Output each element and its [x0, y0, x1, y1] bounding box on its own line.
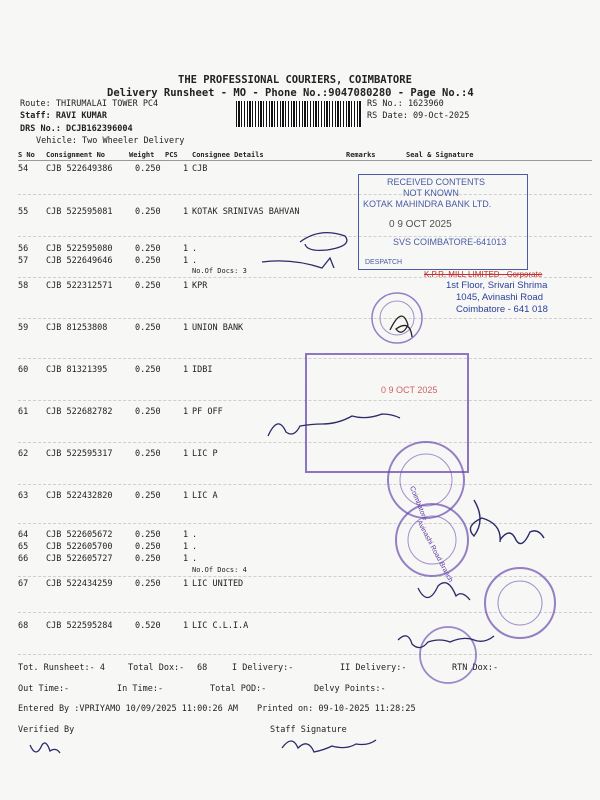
total-dox-value: 68 — [197, 663, 208, 673]
row-sno: 62 — [18, 449, 29, 459]
stamp-place: SVS COIMBATORE-641013 — [393, 237, 507, 247]
docs-count-note: No.Of Docs: 4 — [192, 566, 247, 574]
row-sno: 55 — [18, 207, 29, 217]
row-consignee: . — [192, 542, 198, 552]
col-consignment: Consignment No — [46, 151, 106, 159]
row-consignment: CJB 522595081 — [46, 207, 113, 217]
row-weight: 0.520 — [135, 621, 161, 631]
row-weight: 0.250 — [135, 365, 161, 375]
row-pcs: 1 — [183, 281, 189, 291]
vehicle-label: Vehicle: Two Wheeler Delivery — [36, 136, 185, 146]
row-sno: 58 — [18, 281, 29, 291]
printed-on: Printed on: 09-10-2025 11:28:25 — [257, 704, 416, 714]
delvy-points: Delvy Points:- — [314, 684, 386, 694]
row-divider — [18, 576, 592, 577]
i-delivery: I Delivery:- — [232, 663, 294, 673]
row-sno: 68 — [18, 621, 29, 631]
row-pcs: 1 — [183, 449, 189, 459]
table-row — [18, 579, 592, 593]
row-consignment: CJB 81253808 — [46, 323, 108, 333]
row-pcs: 1 — [183, 407, 189, 417]
row-weight: 0.250 — [135, 323, 161, 333]
row-sno: 57 — [18, 256, 29, 266]
lic-stamp-road: Avinashi Road Branch — [415, 519, 454, 584]
barcode-image — [236, 101, 362, 127]
row-pcs: 1 — [183, 554, 189, 564]
row-weight: 0.250 — [135, 407, 161, 417]
row-weight: 0.250 — [135, 491, 161, 501]
row-weight: 0.250 — [135, 244, 161, 254]
row-sno: 54 — [18, 164, 29, 174]
row-weight: 0.250 — [135, 530, 161, 540]
row-pcs: 1 — [183, 207, 189, 217]
row-sno: 59 — [18, 323, 29, 333]
row-consignee: PF OFF — [192, 407, 223, 417]
row-pcs: 1 — [183, 530, 189, 540]
row-sno: 61 — [18, 407, 29, 417]
row-consignment: CJB 522595284 — [46, 621, 113, 631]
stamp-despatch: DESPATCH — [365, 259, 403, 266]
row-divider — [18, 484, 592, 485]
tot-runsheet: Tot. Runsheet:- 4 — [18, 663, 105, 673]
company-title: THE PROFESSIONAL COURIERS, COIMBATORE — [178, 74, 412, 86]
row-sno: 64 — [18, 530, 29, 540]
row-divider — [18, 523, 592, 524]
row-consignee: KPR — [192, 281, 208, 291]
row-sno: 65 — [18, 542, 29, 552]
staff-label: Staff: RAVI KUMAR — [20, 111, 107, 121]
row-sno: 63 — [18, 491, 29, 501]
stamp-date: 0 9 OCT 2025 — [389, 219, 452, 230]
col-sno: S No — [18, 151, 35, 159]
row-divider — [18, 318, 592, 319]
row-consignee: LIC UNITED — [192, 579, 244, 589]
row-consignee: . — [192, 256, 198, 266]
row-weight: 0.250 — [135, 256, 161, 266]
stamp-line: KOTAK MAHINDRA BANK LTD. — [363, 199, 492, 209]
row-weight: 0.250 — [135, 281, 161, 291]
row-pcs: 1 — [183, 164, 189, 174]
verified-by-label: Verified By — [18, 725, 75, 735]
row-pcs: 1 — [183, 365, 189, 375]
runsheet-title: Delivery Runsheet - MO - Phone No.:9047080280 - Page No.:4 — [107, 87, 474, 99]
row-consignment: CJB 522312571 — [46, 281, 113, 291]
row-consignee: KOTAK SRINIVAS BAHVAN — [192, 207, 300, 217]
row-consignment: CJB 522682782 — [46, 407, 113, 417]
rs-date: RS Date: 09-Oct-2025 — [367, 111, 470, 121]
col-seal-signature: Seal & Signature — [406, 151, 474, 159]
row-divider — [18, 612, 592, 613]
kpr-stamp-line: K.P.R. MILL LIMITED - Corporate — [424, 270, 543, 279]
col-pcs: PCS — [165, 151, 178, 159]
row-consignee: UNION BANK — [192, 323, 244, 333]
row-sno: 66 — [18, 554, 29, 564]
stamp-line: NOT KNOWN — [403, 188, 459, 198]
table-row — [18, 491, 592, 505]
row-consignment: CJB 522605672 — [46, 530, 113, 540]
row-pcs: 1 — [183, 256, 189, 266]
row-weight: 0.250 — [135, 579, 161, 589]
in-time: In Time:- — [117, 684, 164, 694]
row-pcs: 1 — [183, 579, 189, 589]
kpr-stamp-line: 1st Floor, Srivari Shrima — [446, 280, 548, 291]
row-sno: 60 — [18, 365, 29, 375]
lic-stamp-place: Coimbatore — [408, 485, 429, 522]
rtn-dox: RTN Dox:- — [452, 663, 499, 673]
row-pcs: 1 — [183, 323, 189, 333]
table-row — [18, 323, 592, 337]
row-sno: 67 — [18, 579, 29, 589]
row-consignee: LIC A — [192, 491, 218, 501]
row-consignee: . — [192, 530, 198, 540]
row-weight: 0.250 — [135, 164, 161, 174]
row-consignment: CJB 522434259 — [46, 579, 113, 589]
row-sno: 56 — [18, 244, 29, 254]
kpr-stamp-line: Coimbatore - 641 018 — [456, 304, 548, 315]
ii-delivery: II Delivery:- — [340, 663, 407, 673]
row-consignment: CJB 522605727 — [46, 554, 113, 564]
row-consignment: CJB 522649386 — [46, 164, 113, 174]
row-consignee: IDBI — [192, 365, 213, 375]
rs-number: RS No.: 1623960 — [367, 99, 444, 109]
stamp-line: RECEIVED CONTENTS — [387, 177, 486, 187]
out-time: Out Time:- — [18, 684, 70, 694]
table-row — [18, 554, 592, 568]
row-consignee: LIC P — [192, 449, 218, 459]
col-remarks: Remarks — [346, 151, 376, 159]
row-consignment: CJB 81321395 — [46, 365, 108, 375]
staff-signature-label: Staff Signature — [270, 725, 347, 735]
row-consignment: CJB 522649646 — [46, 256, 113, 266]
row-weight: 0.250 — [135, 542, 161, 552]
row-pcs: 1 — [183, 542, 189, 552]
col-weight: Weight — [129, 151, 155, 159]
table-row — [18, 621, 592, 635]
row-consignee: LIC C.L.I.A — [192, 621, 249, 631]
row-pcs: 1 — [183, 491, 189, 501]
entered-by: Entered By :VPRIYAMO 10/09/2025 11:00:26 AM — [18, 704, 239, 714]
row-divider — [18, 654, 592, 655]
row-pcs: 1 — [183, 244, 189, 254]
header-divider — [18, 160, 592, 161]
row-weight: 0.250 — [135, 449, 161, 459]
idbi-bank-stamp — [305, 353, 469, 473]
row-consignee: . — [192, 244, 198, 254]
row-weight: 0.250 — [135, 554, 161, 564]
row-consignment: CJB 522595317 — [46, 449, 113, 459]
row-consignment: CJB 522605700 — [46, 542, 113, 552]
col-consignee: Consignee Details — [192, 151, 264, 159]
kotak-received-stamp — [358, 174, 528, 270]
total-pod: Total POD:- — [210, 684, 267, 694]
kpr-stamp-line: 1045, Avinashi Road — [456, 292, 543, 303]
row-consignment: CJB 522432820 — [46, 491, 113, 501]
drs-number: DRS No.: DCJB162396004 — [20, 124, 133, 134]
total-dox-label: Total Dox:- — [128, 663, 185, 673]
route-label: Route: THIRUMALAI TOWER PC4 — [20, 99, 159, 109]
row-consignee: . — [192, 554, 198, 564]
docs-count-note: No.Of Docs: 3 — [192, 267, 247, 275]
row-pcs: 1 — [183, 621, 189, 631]
row-consignment: CJB 522595080 — [46, 244, 113, 254]
row-consignee: CJB — [192, 164, 208, 174]
row-weight: 0.250 — [135, 207, 161, 217]
stamp-date: 0 9 OCT 2025 — [381, 385, 438, 395]
